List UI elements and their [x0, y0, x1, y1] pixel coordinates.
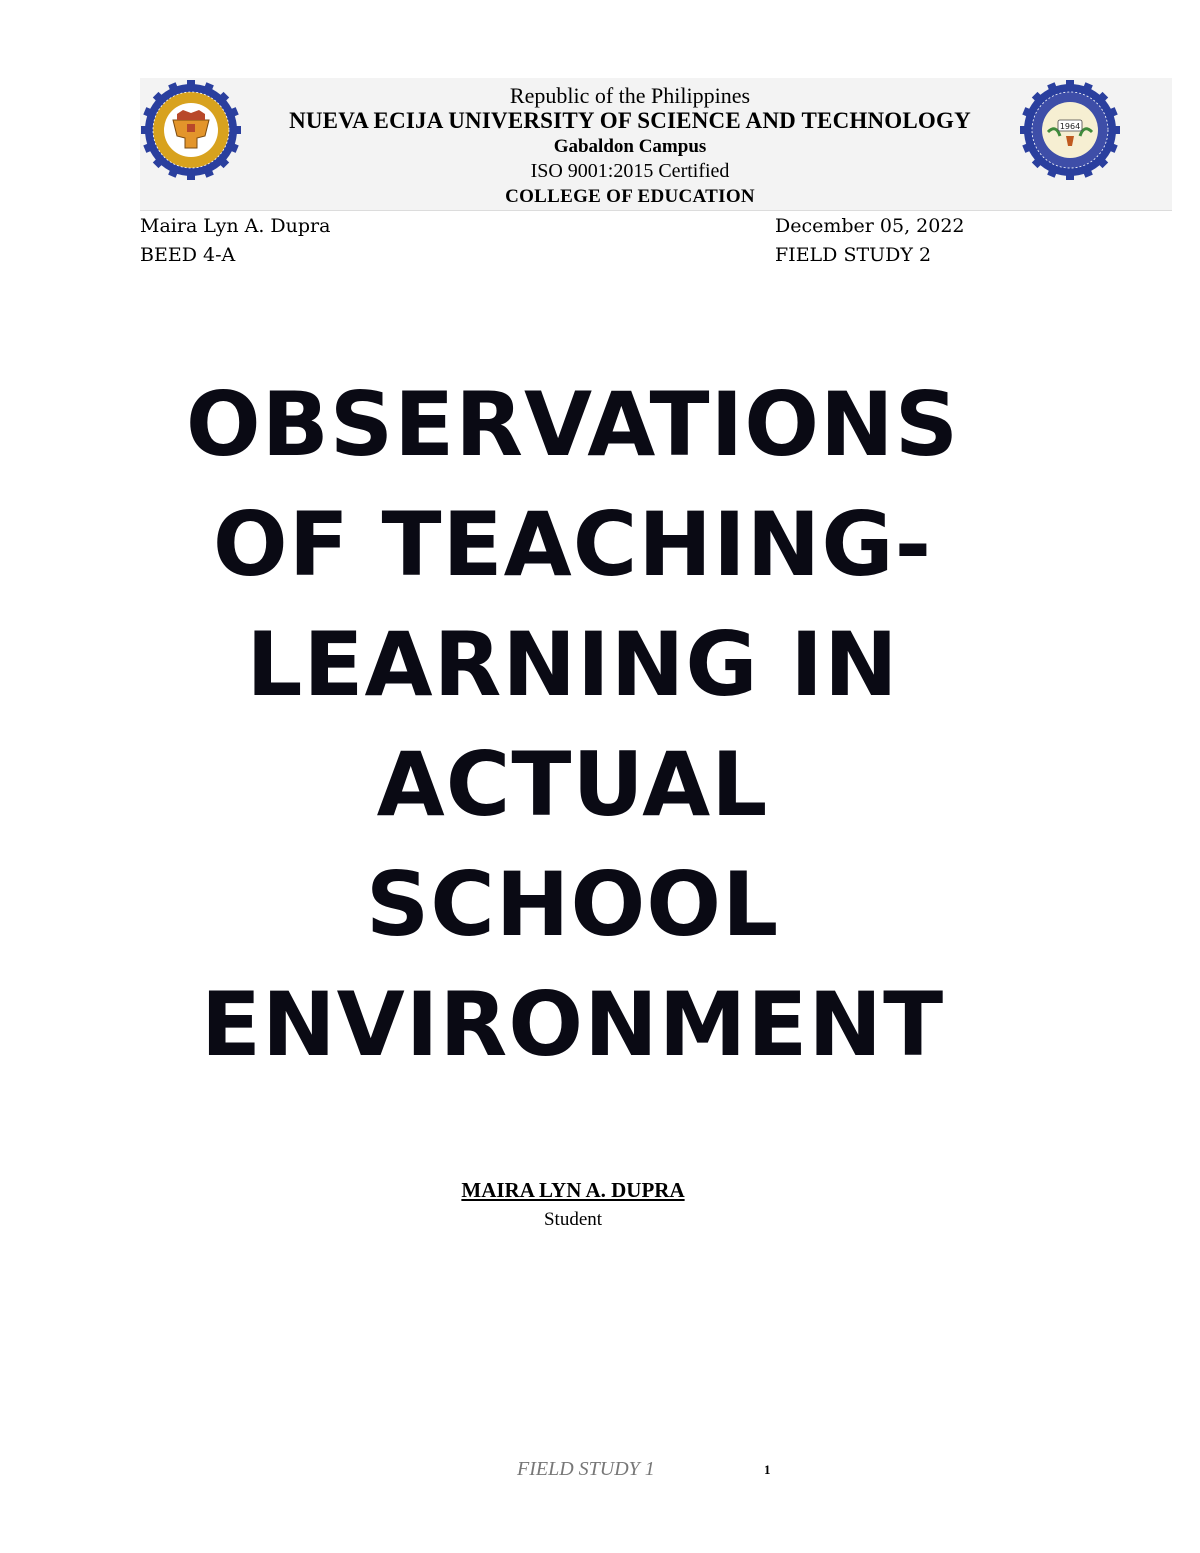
seal-year-text: 1964	[1059, 122, 1081, 131]
title-line: ACTUAL	[376, 733, 769, 836]
title-line: SCHOOL	[365, 853, 780, 956]
university-seal-logo	[141, 80, 241, 180]
document-date: December 05, 2022	[775, 215, 965, 237]
course-subject: FIELD STUDY 2	[775, 244, 932, 266]
college-name: COLLEGE OF EDUCATION	[505, 186, 755, 207]
page-number: 1	[764, 1462, 771, 1477]
author-name: MAIRA LYN A. DUPRA	[461, 1178, 685, 1202]
document-title	[100, 365, 1045, 1085]
iso-certification: ISO 9001:2015 Certified	[530, 160, 730, 182]
title-line: LEARNING IN	[246, 613, 899, 716]
student-section: BEED 4-A	[140, 244, 236, 266]
university-name: NUEVA ECIJA UNIVERSITY OF SCIENCE AND TECHNOLOGY	[289, 108, 971, 133]
college-seal-logo	[1020, 80, 1120, 180]
title-line: OF TEACHING-	[212, 493, 933, 596]
footer-subject: FIELD STUDY 1	[517, 1458, 655, 1480]
author-role: Student	[543, 1209, 603, 1230]
campus-name: Gabaldon Campus	[553, 136, 707, 157]
title-line: OBSERVATIONS	[185, 373, 960, 476]
student-name: Maira Lyn A. Dupra	[140, 215, 331, 237]
republic-heading: Republic of the Philippines	[509, 83, 751, 108]
title-line: ENVIRONMENT	[200, 973, 945, 1076]
